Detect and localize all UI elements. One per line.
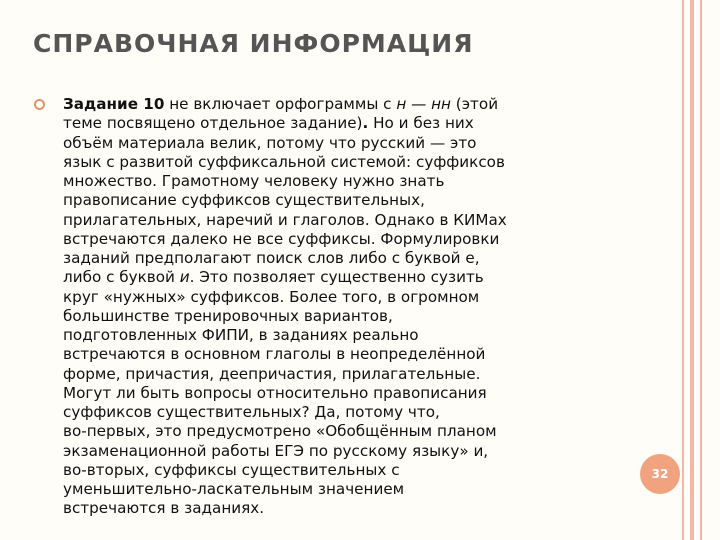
text-segment: экзаменационной работы ЕГЭ по русскому языку» и, xyxy=(63,441,489,460)
text-segment: форме, причастия, деепричастия, прилагательные. xyxy=(63,364,481,383)
text-segment: объём материала велик, потому что русский — это xyxy=(63,133,477,152)
paragraph-line xyxy=(63,230,623,249)
paragraph-line xyxy=(63,403,623,422)
text-segment: круг «нужных» суффиксов. Более того, в огромном xyxy=(63,287,480,306)
paragraph-line xyxy=(63,268,623,287)
text-segment: либо с буквой xyxy=(63,268,180,287)
paragraph-line xyxy=(63,307,623,326)
ring-bullet-icon xyxy=(34,99,45,110)
text-segment: правописание суффиксов существительных, xyxy=(63,191,425,210)
text-segment: не включает орфограммы с xyxy=(164,95,397,113)
text-segment: уменьшительно-ласкательным значением xyxy=(63,480,405,498)
text-segment: встречаются далеко не все суффиксы. Формулировки xyxy=(63,229,500,248)
decorative-border-line xyxy=(682,0,684,540)
paragraph-line xyxy=(63,114,623,133)
decorative-border-line xyxy=(690,0,694,540)
paragraph-line xyxy=(63,345,623,364)
text-segment: Могут ли быть вопросы относительно правописания xyxy=(63,383,487,402)
paragraph-line xyxy=(63,191,623,210)
paragraph-line xyxy=(63,384,623,403)
text-segment: заданий предполагают поиск слов либо с буквой е, xyxy=(63,249,480,267)
paragraph-line xyxy=(63,422,623,441)
text-segment: суффиксов существительных? Да, потому что, xyxy=(63,403,440,421)
text-segment: встречаются в основном глаголы в неопределённой xyxy=(63,345,486,364)
paragraph-line xyxy=(63,211,623,230)
paragraph-line xyxy=(63,134,623,153)
paragraph-line xyxy=(63,326,623,345)
bullet-paragraph xyxy=(63,95,623,519)
text-segment: . xyxy=(362,114,369,133)
paragraph-line xyxy=(63,365,623,384)
text-segment: Но и без них xyxy=(368,114,474,133)
slide-title: СПРАВОЧНАЯ ИНФОРМАЦИЯ xyxy=(33,29,474,58)
text-segment: (этой xyxy=(450,95,499,113)
paragraph-line xyxy=(63,461,623,480)
text-segment: н — нн xyxy=(396,95,451,113)
paragraph-line xyxy=(63,153,623,172)
paragraph-line xyxy=(63,95,623,114)
text-segment: во-первых, это предусмотрено «Обобщённым планом xyxy=(63,422,497,441)
text-segment: множество. Грамотному человеку нужно знать xyxy=(63,172,445,190)
paragraph-line xyxy=(63,499,623,518)
paragraph-line xyxy=(63,480,623,499)
paragraph-line xyxy=(63,288,623,307)
text-segment: во-вторых, суффиксы существительных с xyxy=(63,460,400,479)
paragraph-line xyxy=(63,249,623,268)
text-segment: язык с развитой суффиксальной системой: суффиксов xyxy=(63,152,505,171)
text-segment: прилагательных, наречий и глаголов. Однако в КИМах xyxy=(63,210,507,229)
decorative-border-line xyxy=(700,0,702,540)
text-segment: и xyxy=(179,268,190,287)
text-segment: теме посвящено отдельное задание) xyxy=(63,114,363,133)
text-segment: подготовленных ФИПИ, в заданиях реально xyxy=(63,326,419,344)
text-segment: Задание 10 xyxy=(63,95,165,113)
paragraph-line xyxy=(63,172,623,191)
text-segment: встречаются в заданиях. xyxy=(63,499,265,518)
text-segment: большинстве тренировочных вариантов, xyxy=(63,306,393,325)
text-segment: . Это позволяет существенно сузить xyxy=(189,268,484,287)
paragraph-line xyxy=(63,442,623,461)
page-number-badge: 32 xyxy=(640,454,680,494)
